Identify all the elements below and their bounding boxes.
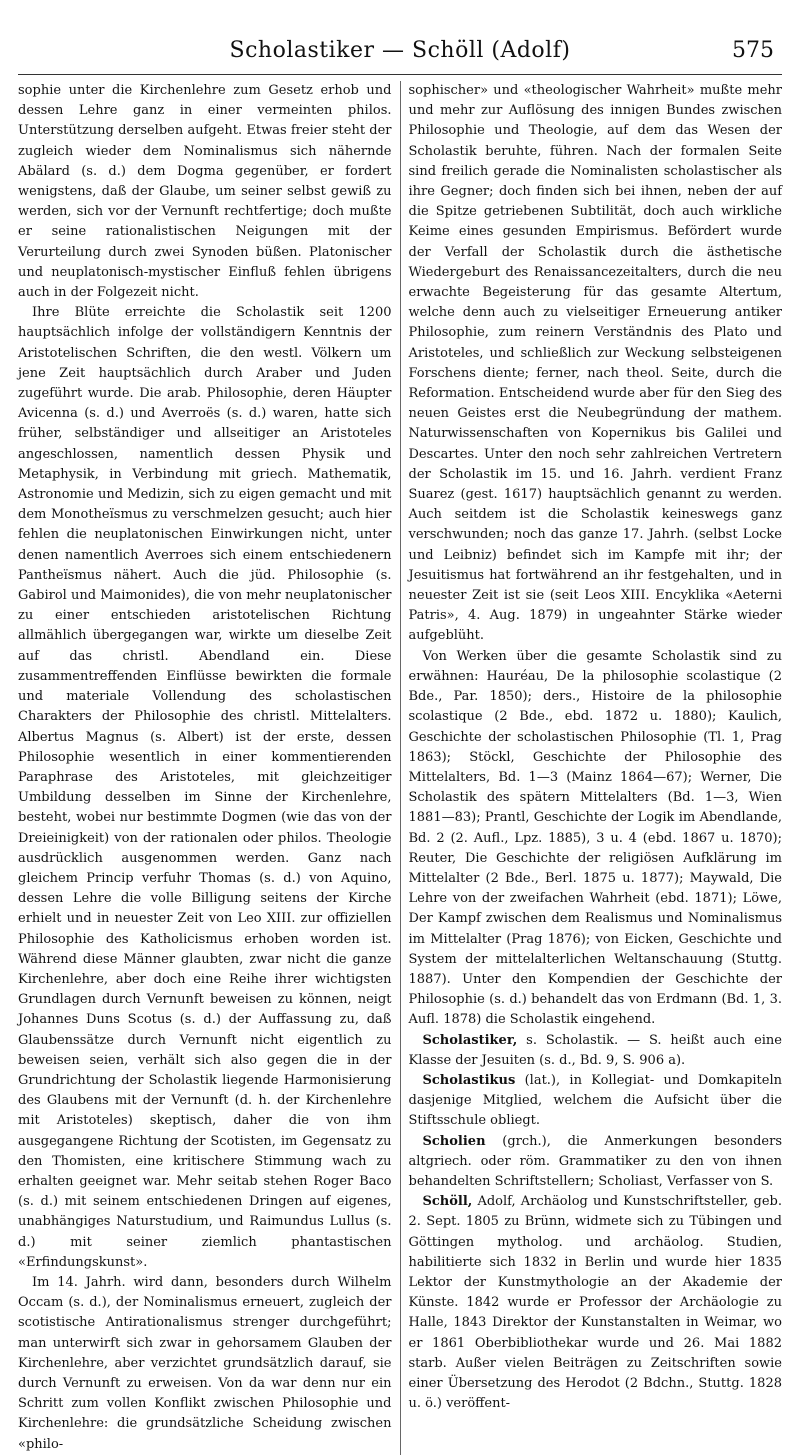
dictionary-entry [409,1192,783,1414]
paragraph: Im 14. Jahrh. wird dann, besonders durch Wilhelm Occam (s. d.), der Nominalismus erneuert, zugleich der scotistische Antirationalismus strenger durchgeführt; man unterwirft sich zwar in gehorsamem Glauben der Kirchenlehre, aber verzichtet grundsätzlich darauf, sie durch Vernunft zu erweisen. Von da war denn nur ein Schritt zum vollen Konflikt zwischen Philosophie und Kirchenlehre: die grundsätzliche Scheidung zwischen «philo- [18,1274,392,1452]
entry-headword: Schöll, [422,1194,473,1210]
entry-headword: Scholastikus [422,1072,516,1088]
paragraph: sophischer» und «theologischer Wahrheit» mußte mehr und mehr zur Auflösung des innigen Bundes zwischen Philosophie und Theologie, auf dem das Wesen der Scholastik beruhte, führen. Nach der formalen Seite sind freilich gerade die Nominalisten scholastischer als ihre Gegner; doch finden sich bei ihnen, neben der auf die Spitze getriebenen Subtilität, doch auch wirkliche Keime eines gesunden Empirismus. Befördert wurde der Verfall der Scholastik durch die ästhetische Wiedergeburt des Renaissancezeitalters, durch die neu erwachte Begeisterung für das gesamte Altertum, welche denn auch zu vielseitiger Erneuerung antiker Philosophie, zum reinern Verständnis des Plato und Aristoteles, und schließlich zur Weckung selbsteigenen Forschens diente; ferner, nach theol. Seite, durch die Reformation. Entscheidend wurde aber für den Sieg des neuen Geistes erst die Neubegründung der mathem. Naturwissenschaften von Kopernikus bis Galilei und Descartes. Unter den noch sehr zahlreichen Vertretern der Scholastik im 15. und 16. Jahrh. verdient Franz Suarez (gest. 1617) hauptsächlich genannt zu werden. Auch seitdem ist die Scholastik keineswegs ganz verschwunden; noch das ganze 17. Jahrh. (selbst Locke und Leibniz) befindet sich im Kampfe mit ihr; der Jesuitismus hat fortwährend an ihr festgehalten, und in neuester Zeit ist sie (seit Leos XIII. Encyklika «Aeterni Patris», 4. Aug. 1879) in ungeahnter Stärke wieder aufgeblüht. [408,83,782,644]
page-number: 575 [732,38,774,63]
entry-text: s. Scholastik. — S. heißt auch eine Klasse der Jesuiten (s. d., Bd. 9, S. 906 a). [408,1032,782,1068]
dictionary-entry [409,1071,783,1132]
entry-text: (lat.), in Kollegiat- und Domkapiteln dasjenige Mitglied, welchem die Aufsicht über die Stiftsschule obliegt. [408,1072,782,1129]
left-column [18,81,400,1455]
right-column [400,81,783,1455]
paragraph: sophie unter die Kirchenlehre zum Gesetz erhob und dessen Lehre ganz in einer vermeinten philos. Unterstützung derselben aufgeht. Etwas freier steht der zugleich wieder dem Nominalismus sich nähernde Abälard (s. d.) dem Dogma gegenüber, er fordert wenigstens, daß der Glaube, um seiner selbst gewiß zu werden, sich vor der Vernunft rechtfertige; doch mußte er seine rationalistischen Neigungen mit der Verurteilung durch zwei Synoden büßen. Platonischer und neuplatonisch-mystischer Einfluß fehlen übrigens auch in der Folgezeit nicht. [18,83,392,301]
paragraph: Ihre Blüte erreichte die Scholastik seit 1200 hauptsächlich infolge der vollständigern Kenntnis der Aristotelischen Schriften, die den westl. Völkern um jene Zeit hauptsächlich durch Araber und Juden zugeführt wurde. Die arab. Philosophie, deren Häupter Avicenna (s. d.) und Averroës (s. d.) waren, hatte sich früher, selbständiger und allseitiger an Aristoteles angeschlossen, namentlich dessen Physik und Metaphysik, in Verbindung mit griech. Mathematik, Astronomie und Medizin, sich zu eigen gemacht und mit dem Monotheïsmus zu verschmelzen gesucht; auch hier fehlen die neuplatonischen Einwirkungen nicht, unter denen namentlich Averroes sich einem entschiedenern Pantheïsmus nähert. Auch die jüd. Philosophie (s. Gabirol und Maimonides), die von mehr neuplatonischer zu einer entschieden aristotelischen Richtung allmählich übergegangen war, wirkte um dieselbe Zeit auf das christl. Abendland ein. Diese zusammentreffenden Einflüsse bewirkten die formale und materiale Vollendung des scholastischen Charakters der Philosophie des christl. Mittelalters. Albertus Magnus (s. Albert) ist der erste, dessen Philosophie wesentlich in einer kommentierenden Paraphrase des Aristoteles, mit gleichzeitiger Umbildung desselben im Sinne der Kirchenlehre, besteht, wobei nur bestimmte Dogmen (wie das von der Dreieinigkeit) von der rationalen oder philos. Theologie ausdrücklich ausgenommen werden. Ganz nach gleichem Princip verfuhr Thomas (s. d.) von Aquino, dessen Lehre die volle Billigung seitens der Kirche erhielt und in neuester Zeit von Leo XIII. zur offiziellen Philosophie des Katholicismus erhoben worden ist. Während diese Männer glaubten, zwar nicht die ganze Kirchenlehre, aber doch eine Reihe ihrer wichtigsten Grundlagen durch Vernunft beweisen zu können, neigt Johannes Duns Scotus (s. d.) der Auffassung zu, daß Glaubenssätze durch Vernunft nicht eigentlich zu beweisen seien, verhält sich also gegen die in der Grundrichtung der Scholastik liegende Harmonisierung des Glaubens mit der Vernunft (d. h. der Kirchenlehre mit Aristoteles) skeptisch, daher die von ihm ausgegangene Richtung der Scotisten, im Gegensatz zu den Thomisten, eine kritischere Stimmung wach zu erhalten geeignet war. Mehr seitab stehen Roger Baco (s. d.) mit seinem entschiedenen Dringen auf eigenes, unabhängiges Naturstudium, und Raimundus Lullus (s. d.) mit seiner ziemlich phantastischen «Erfindungskunst». [18,305,392,1270]
entry-text: (grch.), die Anmerkungen besonders altgriech. oder röm. Grammatiker zu den von ihnen behandelten Schriftstellern; Scholiast, Verfasser von S. [408,1133,782,1189]
dictionary-entry [409,1132,783,1193]
entry-text: Adolf, Archäolog und Kunstschriftsteller, geb. 2. Sept. 1805 zu Brünn, widmete sich zu Tübingen und Göttingen mytholog. und archäolog. Studien, habilitierte sich 1832 in Berlin und wurde hier 1835 Lektor der Kunstmythologie an der Akademie der Künste. 1842 wurde er Professor der Archäologie zu Halle, 1843 Direktor der Kunstanstalten in Weimar, wo er 1861 Oberbibliothekar wurde und 26. Mai 1882 starb. Außer vielen Beiträgen zu Zeitschriften sowie einer Übersetzung des Herodot (2 Bdchn., Stuttg. 1828 u. ö.) veröffent- [408,1194,782,1412]
text-columns [18,81,782,1455]
entry-headword: Scholien [422,1133,486,1149]
running-title: Scholastiker — Schöll (Adolf) [229,38,571,63]
bibliography-paragraph: Von Werken über die gesamte Scholastik sind zu erwähnen: Hauréau, De la philosophie scolastique (2 Bde., Par. 1850); ders., Histoire de la philosophie scolastique (2 Bde., ebd. 1872 u. 1880); Kaulich, Geschichte der scholastischen Philosophie (Tl. 1, Prag 1863); Stöckl, Geschichte der Philosophie des Mittelalters, Bd. 1—3 (Mainz 1864—67); Werner, Die Scholastik des spätern Mittelalters (Bd. 1—3, Wien 1881—83); Prantl, Geschichte der Logik im Abendlande, Bd. 2 (2. Aufl., Lpz. 1885), 3 u. 4 (ebd. 1867 u. 1870); Reuter, Die Geschichte der religiösen Aufklärung im Mittelalter (2 Bde., Berl. 1875 u. 1877); Maywald, Die Lehre von der zweifachen Wahrheit (ebd. 1871); Löwe, Der Kampf zwischen dem Realismus und Nominalismus im Mittelalter (Prag 1876); von Eicken, Geschichte und System der mittelalterlichen Weltanschauung (Stuttg. 1887). Unter den Kompendien der Geschichte der Philosophie (s. d.) behandelt das von Erdmann (Bd. 1, 3. Aufl. 1878) die Scholastik eingehend. [408,648,782,1028]
page-header [18,34,782,75]
dictionary-entry [409,1031,783,1071]
entry-headword: Scholastiker, [422,1032,518,1048]
